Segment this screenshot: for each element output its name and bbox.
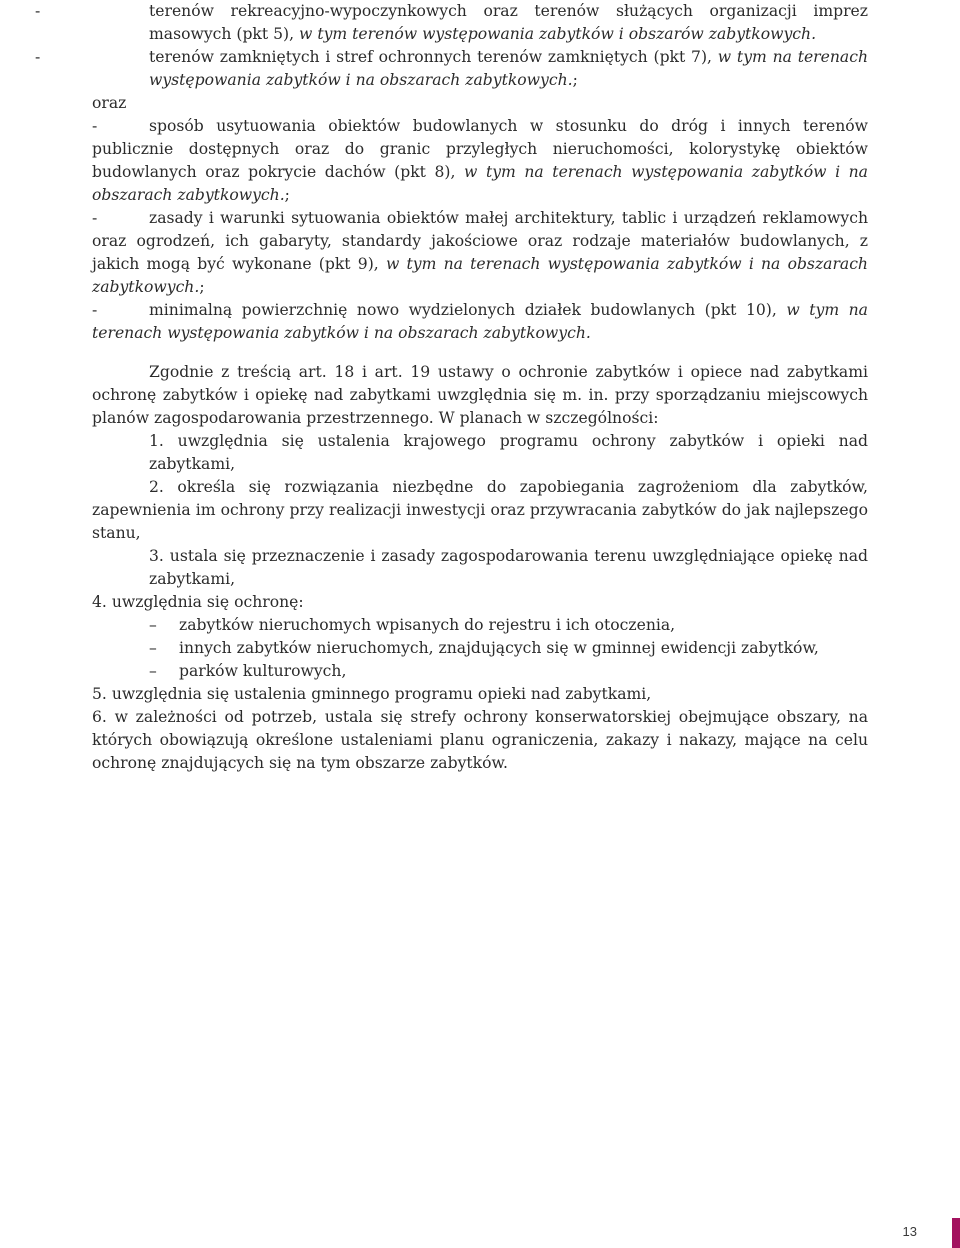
- item-tail: ;: [284, 186, 290, 204]
- long-dash-marker: –: [149, 639, 157, 657]
- dash-marker: -: [35, 48, 41, 66]
- sub-item-text: zabytków nieruchomych wpisanych do rejestru i ich otoczenia,: [179, 616, 676, 634]
- accent-bar: [952, 1218, 960, 1248]
- numbered-item-1: 1. uwzględnia się ustalenia krajowego programu ochrony zabytków i opieki nad zabytkami,: [149, 432, 868, 473]
- item-text: terenów zamkniętych i stref ochronnych terenów zamkniętych (pkt 7),: [149, 48, 713, 66]
- item-italic-text: w tym na terenach występowania zabytków i na obszarach zabytkowych.: [92, 255, 868, 296]
- item-text: sposób usytuowania obiektów budowlanych w stosunku do dróg i innych terenów publicznie dostępnych oraz do granic przyległych nieruchomości, kolorystykę obiektów budowlanych oraz pokrycie dachów (pkt 8),: [92, 117, 868, 181]
- long-dash-marker: –: [149, 662, 157, 680]
- numbered-item-4: 4. uwzględnia się ochronę:: [92, 593, 304, 611]
- dash-marker: -: [92, 209, 98, 227]
- paragraph-gap: [92, 345, 868, 361]
- item-text: zasady i warunki sytuowania obiektów małej architektury, tablic i urządzeń reklamowych oraz ogrodzeń, ich gabaryty, standardy jakościowe oraz rodzaje materiałów budowlanych, z jakich mogą być wykonane (pkt 9),: [92, 209, 868, 273]
- sub-list-item: [92, 660, 868, 683]
- item-italic-text: w tym terenów występowania zabytków i obszarów zabytkowych.: [299, 25, 817, 43]
- numbered-item-3: 3. ustala się przeznaczenie i zasady zagospodarowania terenu uwzględniające opiekę nad zabytkami,: [149, 547, 868, 588]
- sub-item-text: innych zabytków nieruchomych, znajdujących się w gminnej ewidencji zabytków,: [179, 639, 819, 657]
- long-dash-marker: –: [149, 616, 157, 634]
- item-italic-text: w tym na terenach występowania zabytków i na obszarach zabytkowych.: [149, 48, 868, 89]
- list-item: [35, 0, 868, 46]
- numbered-item-5: 5. uwzględnia się ustalenia gminnego programu opieki nad zabytkami,: [92, 685, 652, 703]
- oraz-line: oraz: [92, 94, 127, 112]
- list-item: [92, 207, 868, 299]
- dash-marker: -: [92, 301, 98, 319]
- list-item: [35, 46, 868, 92]
- numbered-item-2: 2. określa się rozwiązania niezbędne do zapobiegania zagrożeniom dla zabytków, zapewnienia im ochrony przy realizacji inwestycji oraz przywracania zabytków do jak najlepszego stanu,: [92, 478, 868, 542]
- list-item: [92, 299, 868, 345]
- sub-item-text: parków kulturowych,: [179, 662, 347, 680]
- document-body: [35, 0, 868, 775]
- item-text: minimalną powierzchnię nowo wydzielonych działek budowlanych (pkt 10),: [149, 301, 777, 319]
- intro-paragraph: Zgodnie z treścią art. 18 i art. 19 ustawy o ochronie zabytków i opiece nad zabytkami ochronę zabytków i opiekę nad zabytkami uwzględnia się m. in. przy sporządzaniu miejscowych planów zagospodarowania przestrzennego. W planach w szczególności:: [92, 363, 868, 427]
- sub-list-item: [92, 637, 868, 660]
- item-tail: ;: [199, 278, 205, 296]
- item-italic-text: w tym na terenach występowania zabytków i na obszarach zabytkowych.: [92, 163, 868, 204]
- numbered-item-6: 6. w zależności od potrzeb, ustala się strefy ochrony konserwatorskiej obejmujące obszary, na których obowiązują określone ustaleniami planu ograniczenia, zakazy i nakazy, mające na celu ochronę znajdujących się na tym obszarze zabytków.: [92, 708, 868, 772]
- sub-list-item: [92, 614, 868, 637]
- list-item: [92, 115, 868, 207]
- item-tail: ;: [572, 71, 578, 89]
- page-number: 13: [902, 1224, 917, 1239]
- item-italic-text: w tym na terenach występowania zabytków i na obszarach zabytkowych.: [92, 301, 868, 342]
- dash-marker: -: [35, 2, 41, 20]
- item-text: terenów rekreacyjno-wypoczynkowych oraz terenów służących organizacji imprez masowych (pkt 5),: [149, 2, 868, 43]
- dash-marker: -: [92, 117, 98, 135]
